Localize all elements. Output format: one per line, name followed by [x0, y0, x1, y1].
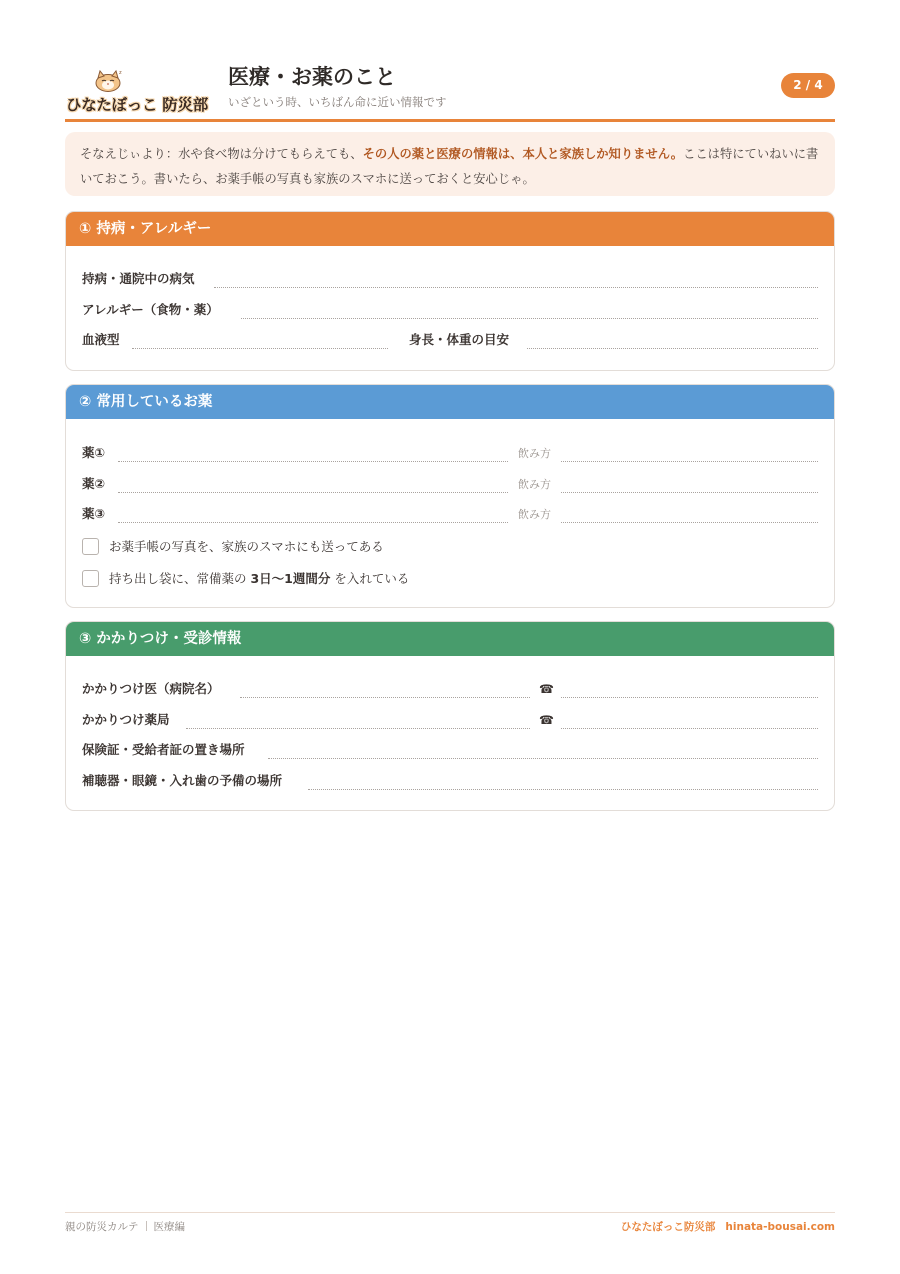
write-line[interactable] — [240, 697, 530, 698]
field-label: 保険証・受給者証の置き場所 — [82, 742, 245, 757]
phone-icon: ☎ — [539, 682, 554, 696]
field-medicine-1[interactable] — [82, 442, 818, 464]
footer-doc-name: 親の防災カルテ — [65, 1221, 139, 1233]
logo-text: ひなたぼっこ 防災部 — [66, 96, 208, 114]
field-pharmacy[interactable] — [82, 709, 818, 731]
write-line-body[interactable] — [527, 348, 818, 349]
section-title: ③ かかりつけ・受診情報 — [66, 622, 834, 656]
footer-separator — [146, 1221, 147, 1231]
note-prefix: そなえじぃより：水や食べ物は分けてもらえても、 — [80, 147, 363, 161]
dosage-label: 飲み方 — [518, 478, 551, 491]
header-divider — [65, 119, 835, 122]
cat-mascot-icon — [93, 68, 123, 92]
checklist-text — [109, 569, 409, 589]
write-line-medicine[interactable] — [118, 492, 508, 493]
checkbox[interactable] — [82, 570, 99, 587]
page-subtitle: いざという時、いちばん命に近い情報です — [228, 95, 447, 109]
footer-url[interactable]: hinata-bousai.com — [725, 1221, 835, 1233]
field-aids-location[interactable] — [82, 770, 818, 792]
checklist-text-pre: 持ち出し袋に、常備薬の — [109, 571, 251, 586]
checklist-text: お薬手帳の写真を、家族のスマホにも送ってある — [109, 539, 384, 554]
field-label: 薬① — [82, 445, 106, 460]
write-line-blood[interactable] — [132, 348, 388, 349]
write-line[interactable] — [241, 318, 818, 319]
section-chronic-allergy — [65, 211, 835, 371]
footer-left — [65, 1219, 185, 1234]
write-line-phone[interactable] — [561, 697, 818, 698]
field-insurance-location[interactable] — [82, 739, 818, 761]
section-title: ② 常用しているお薬 — [66, 385, 834, 419]
field-label: かかりつけ医（病院名） — [82, 681, 220, 696]
write-line[interactable] — [308, 789, 818, 790]
field-medicine-2[interactable] — [82, 473, 818, 495]
field-label: 薬③ — [82, 506, 106, 521]
field-label-body: 身長・体重の目安 — [409, 332, 510, 347]
field-label: 補聴器・眼鏡・入れ歯の予備の場所 — [82, 773, 283, 788]
checklist-item-stock-medicine[interactable] — [82, 569, 818, 589]
field-label: アレルギー（食物・薬） — [82, 302, 219, 317]
write-line-medicine[interactable] — [118, 461, 508, 462]
footer-right — [621, 1219, 835, 1234]
checklist-text-post: を入れている — [330, 571, 410, 586]
dosage-label: 飲み方 — [518, 508, 551, 521]
footer-divider — [65, 1212, 835, 1213]
checklist-item-photo-sent[interactable] — [82, 537, 818, 557]
logo — [65, 66, 215, 114]
section-clinic-info — [65, 621, 835, 811]
field-family-doctor[interactable] — [82, 678, 818, 700]
checkbox[interactable] — [82, 538, 99, 555]
field-label-blood: 血液型 — [82, 332, 120, 347]
footer-section-name: 医療編 — [153, 1221, 185, 1233]
write-line[interactable] — [268, 758, 818, 759]
field-allergy[interactable] — [82, 299, 818, 321]
note-suffix: ここは特にていねいに書いておこう。書いたら、お薬手帳の写真も家族のスマホに送っておくと安心じゃ。 — [80, 147, 819, 186]
field-label: かかりつけ薬局 — [82, 712, 170, 727]
write-line-dosage[interactable] — [561, 522, 818, 523]
field-chronic-illness[interactable] — [82, 268, 818, 290]
phone-icon: ☎ — [539, 713, 554, 727]
checklist-text-bold: 3日〜1週間分 — [250, 571, 331, 586]
note-emphasis: その人の薬と医療の情報は、本人と家族しか知りません。 — [362, 147, 684, 161]
footer-brand: ひなたぼっこ防災部 — [620, 1221, 716, 1233]
section-medicines — [65, 384, 835, 608]
field-label: 薬② — [82, 476, 106, 491]
dosage-label: 飲み方 — [518, 447, 551, 460]
page-number-badge: 2 / 4 — [781, 73, 835, 98]
field-blood-body[interactable] — [82, 329, 818, 351]
field-medicine-3[interactable] — [82, 503, 818, 525]
write-line[interactable] — [214, 287, 818, 288]
advice-note — [65, 132, 835, 196]
svg-text:z: z — [119, 70, 122, 76]
write-line-dosage[interactable] — [561, 492, 818, 493]
field-label: 持病・通院中の病気 — [82, 271, 195, 286]
page-header — [65, 58, 835, 122]
write-line[interactable] — [186, 728, 530, 729]
section-title: ① 持病・アレルギー — [66, 212, 834, 246]
write-line-medicine[interactable] — [118, 522, 508, 523]
page-title: 医療・お薬のこと — [228, 65, 396, 89]
write-line-phone[interactable] — [561, 728, 818, 729]
write-line-dosage[interactable] — [561, 461, 818, 462]
